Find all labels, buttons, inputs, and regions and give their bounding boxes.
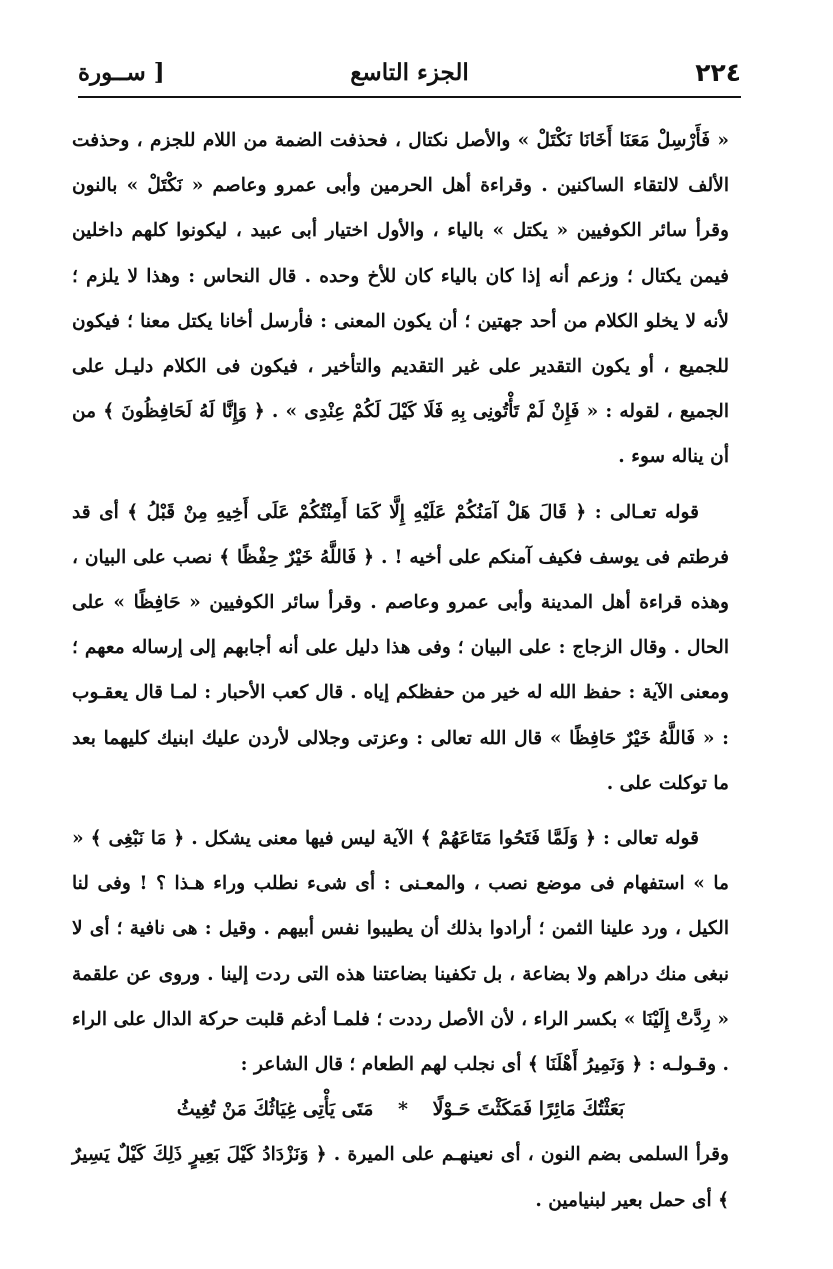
page-body <box>72 118 729 1223</box>
verse-separator: * <box>398 1098 408 1121</box>
paragraph-4: وقرأ السلمى بضم النون ، أى نعينهـم على الميرة . ﴿ وَنَزْدَادُ كَيْلَ بَعِيرٍ ذَلِكَ كَيْلٌ يَسِيرٌ ﴾ أى حمل بعير لبنيامين . <box>72 1144 729 1211</box>
chapter-label: [ ســورة <box>78 58 165 86</box>
paragraph-3: قوله تعالى : ﴿ وَلَمَّا فَتَحُوا مَتَاعَهُمْ ﴾ الآية ليس فيها معنى يشكل . ﴿ مَا نَبْغِى ﴾ « ما » استفهام فى موضع نصب ، والمعـنى : أى شىء نطلب وراء هـذا ؟ ! وفى لنا الكيل ، ورد علينا الثمن ؛ أرادوا بذلك أن يطيبوا نفس أبيهم . وقيل : هى نافية ؛ أى لا نبغى منك دراهم ولا بضاعة ، بل تكفينا بضاعتنا هذه التى ردت إلينا . وروى عن علقمة « رِدَّتْ إِلَيْنَا » بكسر الراء ، لأن الأصل رددت ؛ فلمـا أدغم قلبت حركة الدال على الراء . وقـولـه : ﴿ وَنَمِيرُ أَهْلَنَا ﴾ أى نجلب لهم الطعام ؛ قال الشاعر : <box>72 828 729 1076</box>
page-number: ٢٢٤ <box>695 57 741 87</box>
verse-first-hemistich: بَعَثْتُكَ مَائِرًا فَمَكَثْتَ حَـوْلًا <box>432 1098 625 1121</box>
verse-second-hemistich: مَتَى يَأْتِى غِيَاثُكَ مَنْ تُغِيثُ <box>176 1098 374 1121</box>
paragraph-1: « فَأَرْسِلْ مَعَنَا أَخَانَا نَكْتَلْ » والأصل نكتال ، فحذفت الضمة من اللام للجزم ، وحذفت الألف لالتقاء الساكنين . وقراءة أهل الحرمين وأبى عمرو وعاصم « نَكْتَلْ » بالنون وقرأ سائر الكوفيين « يكتل » بالياء ، والأول اختيار أبى عبيد ، ليكونوا كلهم داخلين فيمن يكتال ؛ وزعم أنه إذا كان بالياء كان للأخ وحده . قال النحاس : وهذا لا يلزم ؛ لأنه لا يخلو الكلام من أحد جهتين ؛ أن يكون المعنى : فأرسل أخانا يكتل معنا ؛ فيكون للجميع ، أو يكون التقدير على غير التقديم والتأخير ، فيكون فى الكلام دليـل على الجميع ، لقوله : « فَإِنْ لَمْ تَأْتُونِى بِهِ فَلَا كَيْلَ لَكُمْ عِنْدِى » . ﴿ وَإِنَّا لَهُ لَحَافِظُونَ ﴾ من أن يناله سوء . <box>72 130 729 468</box>
paragraph-2: قوله تعـالى : ﴿ قَالَ هَلْ آمَنُكُمْ عَلَيْهِ إِلَّا كَمَا أَمِنْتُكُمْ عَلَى أَخِيهِ مِنْ قَبْلُ ﴾ أى قد فرطتم فى يوسف فكيف آمنكم على أخيه ! . ﴿ فَاللَّهُ خَيْرٌ حِفْظًا ﴾ نصب على البيان ، وهذه قراءة أهل المدينة وأبى عمرو وعاصم . وقرأ سائر الكوفيين « حَافِظًا » على الحال . وقال الزجاج : على البيان ؛ وفى هذا دليل على أنه أجابهم إلى إرساله معهم ؛ ومعنى الآية : حفظ الله له خير من حفظكم إياه . قال كعب الأحبار : لمـا قال يعقـوب : « فَاللَّهُ خَيْرٌ حَافِظًا » قال الله تعالى : وعزتى وجلالى لأردن عليك ابنيك كليهما بعد ما توكلت على . <box>72 501 729 794</box>
page-header <box>78 50 741 94</box>
header-rule <box>78 96 741 98</box>
running-title: الجزء التاسع <box>350 58 469 86</box>
poetry-verse <box>72 1087 729 1132</box>
